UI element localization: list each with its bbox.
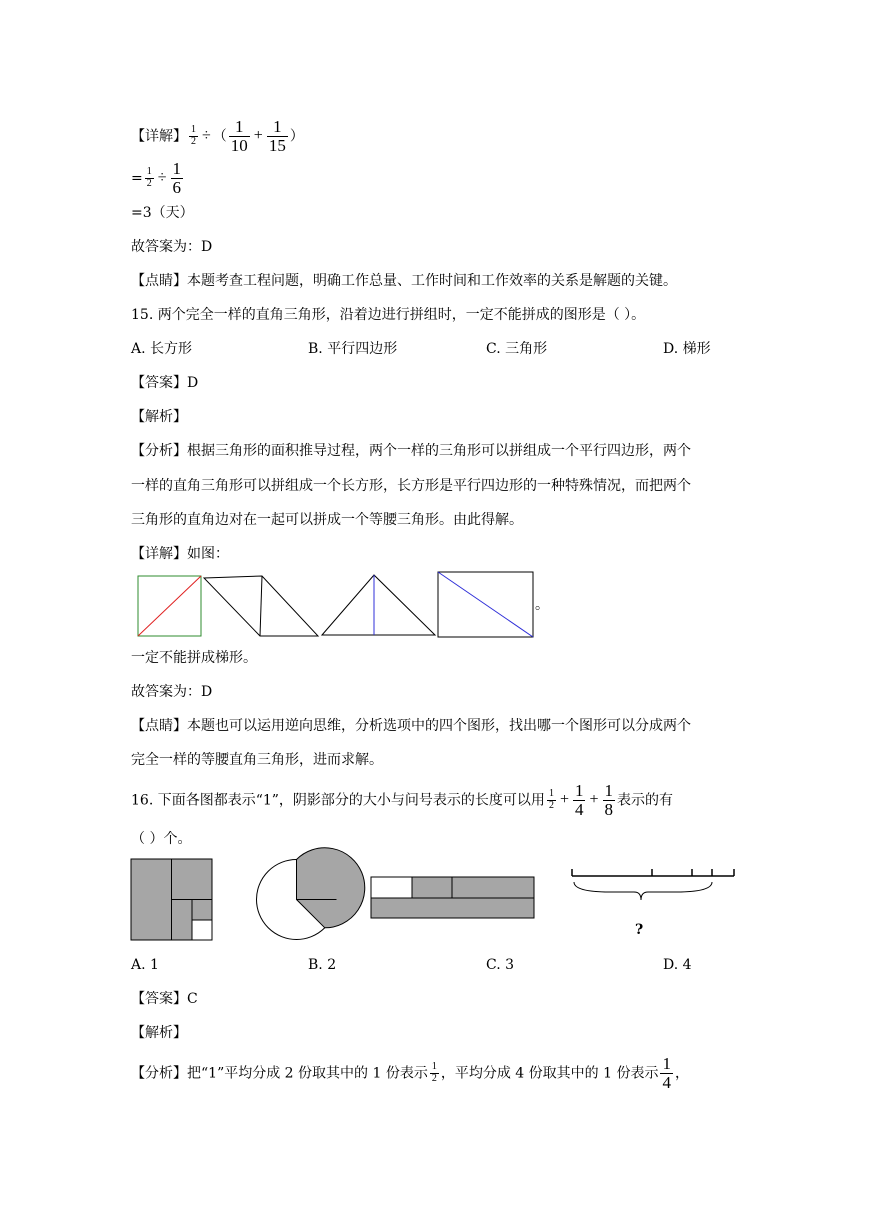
- detail-result: =3（天）: [131, 205, 194, 221]
- left-paren: （: [212, 128, 227, 145]
- q15-analysis-2: 一样的直角三角形可以拼组成一个长方形，长方形是平行四边形的一种特殊情况，而把两个: [131, 478, 691, 494]
- q16-analysis-a: 【分析】把“1”平均分成 2 份取其中的 1 份表示: [131, 1065, 428, 1082]
- q16-stem-b: 表示的有: [617, 792, 673, 809]
- q16-plus-2: +: [589, 791, 599, 809]
- plus-sign: +: [253, 127, 263, 145]
- q15-option-d: D. 梯形: [663, 341, 711, 357]
- q15-option-b: B. 平行四边形: [308, 341, 398, 357]
- q16-analysis-fraction-quarter: $\frac{1}{4}$: [662, 1054, 671, 1092]
- fraction-one-tenth: $\frac{1}{10}$: [230, 117, 248, 155]
- q16-option-a: A. 1: [131, 957, 159, 973]
- q16-figure-circle: [255, 858, 339, 942]
- q15-figure-parallelogram: [200, 575, 322, 638]
- q16-fraction-eighth: $\frac{1}{8}$: [604, 781, 613, 819]
- q15-figure-rectangle-2: [437, 571, 535, 639]
- fraction-one-half: $\frac{1}{2}$: [191, 124, 196, 147]
- q16-fraction-quarter: $\frac{1}{4}$: [574, 781, 584, 819]
- q15-analysis-1: 【分析】根据三角形的面积推导过程，两个一样的三角形可以拼组成一个平行四边形，两个: [131, 443, 691, 459]
- q15-figure-period: 。: [535, 597, 549, 613]
- q15-dianjing-2: 完全一样的等腰直角三角形，进而求解。: [131, 752, 383, 768]
- dianjing-line: 【点睛】本题考查工程问题，明确工作总量、工作时间和工作效率的关系是解题的关键。: [131, 273, 677, 289]
- right-paren: ）: [289, 128, 304, 145]
- q16-figure-square: [130, 858, 214, 942]
- q15-answer: 【答案】D: [131, 375, 199, 391]
- q16-analysis-c: ，: [674, 1065, 689, 1082]
- q16-option-b: B. 2: [308, 957, 337, 973]
- q15-dianjing-1: 【点睛】本题也可以运用逆向思维，分析选项中的四个图形，找出哪一个图形可以分成两个: [131, 718, 691, 734]
- q15-stem: 15. 两个完全一样的直角三角形，沿着边进行拼组时，一定不能拼成的图形是（ ）。: [131, 307, 646, 323]
- q15-final: 故答案为：D: [131, 684, 213, 700]
- equals-sign: =: [131, 170, 143, 187]
- q16-option-c: C. 3: [486, 957, 515, 973]
- q15-detail-intro: 【详解】如图：: [131, 546, 229, 562]
- q16-figure-strip: [370, 876, 536, 920]
- fraction-one-sixth: $\frac{1}{6}$: [172, 159, 182, 197]
- q16-analysis: [131, 1055, 689, 1092]
- q15-option-a: A. 长方形: [131, 341, 193, 357]
- q15-figure-rectangle: [137, 575, 203, 638]
- q15-jiexi: 【解析】: [131, 409, 187, 425]
- q16-answer: 【答案】C: [131, 991, 198, 1007]
- q16-analysis-fraction-half: $\frac{1}{2}$: [431, 1061, 437, 1084]
- detail-tag: 【详解】: [131, 128, 187, 145]
- q16-plus-1: +: [559, 791, 569, 809]
- q16-stem-line-1: [131, 782, 673, 819]
- answer-line: 故答案为：D: [131, 239, 213, 255]
- detail-line-1: [131, 118, 304, 155]
- q16-question-mark: ?: [635, 922, 644, 938]
- fraction-one-half-2: $\frac{1}{2}$: [146, 166, 152, 189]
- q16-stem-c: （ ）个。: [131, 831, 192, 847]
- divide-sign-2: ÷: [157, 169, 167, 187]
- fraction-one-fifteenth: $\frac{1}{15}$: [268, 117, 286, 155]
- q16-fraction-half: $\frac{1}{2}$: [548, 788, 554, 811]
- q16-analysis-b: ，平均分成 4 份取其中的 1 份表示: [440, 1065, 659, 1082]
- q16-figure-number-line: [570, 866, 738, 916]
- divide-sign: ÷: [202, 127, 211, 145]
- q15-option-c: C. 三角形: [486, 341, 548, 357]
- q16-jiexi: 【解析】: [131, 1025, 187, 1041]
- q15-analysis-3: 三角形的直角边对在一起可以拼成一个等腰三角形。由此得解。: [131, 512, 523, 528]
- q16-option-d: D. 4: [663, 957, 692, 973]
- detail-line-2: [131, 160, 185, 197]
- q15-figure-isosceles-triangle: [320, 574, 438, 638]
- q16-stem-a: 16. 下面各图都表示“1”，阴影部分的大小与问号表示的长度可以用: [131, 792, 545, 809]
- q15-conclusion: 一定不能拼成梯形。: [131, 650, 257, 666]
